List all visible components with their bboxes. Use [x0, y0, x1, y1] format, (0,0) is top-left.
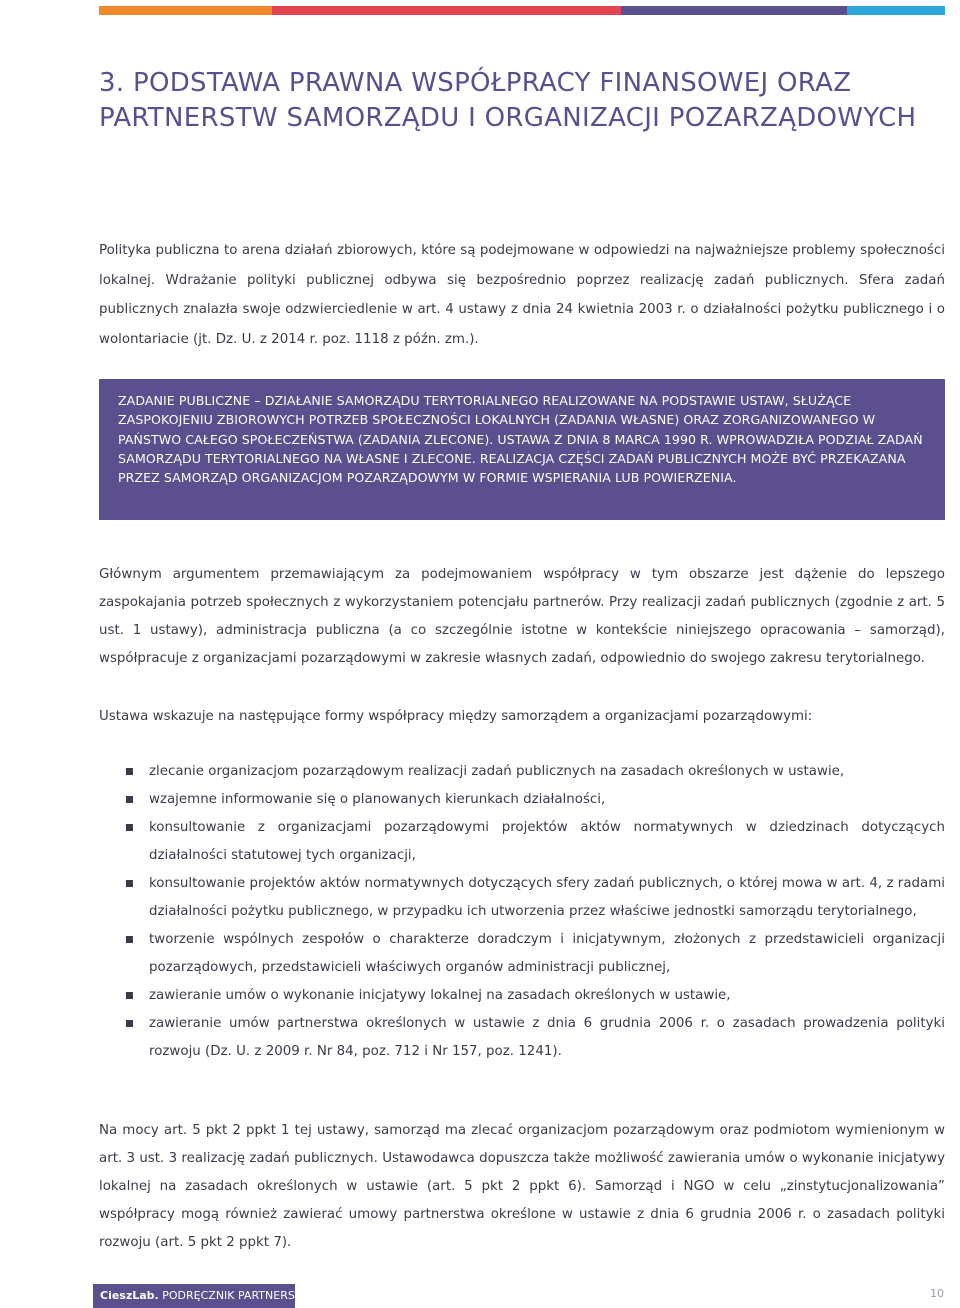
- definition-callout-box: [99, 379, 945, 520]
- paragraph-forms-intro: Ustawa wskazuje na następujące formy współpracy między samorządem a organizacjami pozarządowymi:: [99, 709, 813, 724]
- list-item-text: tworzenie wspólnych zespołów o charakterze doradczym i inicjatywnym, złożonych z przedstawicieli organizacji pozarządowych, przedstawicieli właściwych organów administracji publicznej,: [149, 932, 945, 975]
- bullet-square-icon: [126, 796, 133, 803]
- list-item: [99, 926, 945, 982]
- list-item: [99, 758, 945, 786]
- list-item-text: konsultowanie z organizacjami pozarządowymi projektów aktów normatywnych w dziedzinach dotyczących działalności statutowej tych organizacji,: [149, 820, 945, 863]
- top-color-bar: [99, 6, 945, 15]
- paragraph-legal-basis: Na mocy art. 5 pkt 2 ppkt 1 tej ustawy, samorząd ma zlecać organizacjom pozarządowym oraz podmiotom wymienionym w art. 3 ust. 3 realizację zadań publicznych. Ustawodawca dopuszcza także możliwość zawierania umów o wykonanie inicjatywy lokalnej na zasadach określonych w ustawie (art. 5 pkt 2 ppkt 6). Samorząd i NGO w celu „zinstytucjonalizowania” współpracy mogą również zawierać umowy partnerstwa określone w ustawie z dnia 6 grudnia 2006 r. o zasadach polityki rozwoju (art. 5 pkt 2 ppkt 7).: [99, 1123, 945, 1250]
- list-item: [99, 814, 945, 870]
- bullet-square-icon: [126, 768, 133, 775]
- top-bar-red-segment: [272, 6, 621, 15]
- list-item-text: konsultowanie projektów aktów normatywnych dotyczących sfery zadań publicznych, o której mowa w art. 4, z radami działalności pożytku publicznego, w przypadku ich utworzenia przez właściwe jednostki samorządu terytorialnego,: [149, 876, 945, 919]
- bullet-square-icon: [126, 824, 133, 831]
- intro-paragraph: Polityka publiczna to arena działań zbiorowych, które są podejmowane w odpowiedzi na najważniejsze problemy społeczności lokalnej. Wdrażanie polityki publicznej odbywa się bezpośrednio poprzez realizację zadań publicznych. Sfera zadań publicznych znalazła swoje odzwierciedlenie w art. 4 ustawy z dnia 24 kwietnia 2003 r. o działalności pożytku publicznego i o wolontariacie (jt. Dz. U. z 2014 r. poz. 1118 z późn. zm.).: [99, 243, 945, 347]
- list-item: [99, 982, 945, 1010]
- footer-brand: CieszLab.: [100, 1289, 159, 1302]
- list-item: [99, 1010, 945, 1066]
- callout-text: ZADANIE PUBLICZNE – DZIAŁANIE SAMORZĄDU TERYTORIALNEGO REALIZOWANE NA PODSTAWIE USTAW, SŁUŻĄCE ZASPOKOJENIU ZBIOROWYCH POTRZEB SPOŁECZNOŚCI LOKALNYCH (ZADANIA WŁASNE) ORAZ ZORGANIZOWANEGO W PAŃSTWO CAŁEGO SPOŁECZEŃSTWA (ZADANIA ZLECONE). USTAWA Z DNIA 8 MARCA 1990 R. WPROWADZIŁA PODZIAŁ ZADAŃ SAMORZĄDU TERYTORIALNEGO NA WŁASNE I ZLECONE. REALIZACJA CZĘŚCI ZADAŃ PUBLICZNYCH MOŻE BYĆ PRZEKAZANA PRZEZ SAMORZĄD ORGANIZACJOM POZARZĄDOWYM W FORMIE WSPIERANIA LUB POWIERZENIA.: [118, 393, 923, 486]
- cooperation-forms-list: [99, 758, 945, 1066]
- list-item-text: wzajemne informowanie się o planowanych kierunkach działalności,: [149, 792, 606, 807]
- bullet-square-icon: [126, 1020, 133, 1027]
- footer-title: PODRĘCZNIK PARTNERSTWA: [162, 1289, 320, 1302]
- top-bar-blue-segment: [847, 6, 945, 15]
- list-item-text: zawieranie umów partnerstwa określonych w ustawie z dnia 6 grudnia 2006 r. o zasadach prowadzenia polityki rozwoju (Dz. U. z 2009 r. Nr 84, poz. 712 i Nr 157, poz. 1241).: [149, 1016, 945, 1059]
- page-number: 10: [930, 1287, 944, 1300]
- list-item: [99, 786, 945, 814]
- list-item: [99, 870, 945, 926]
- list-item-text: zlecanie organizacjom pozarządowym realizacji zadań publicznych na zasadach określonych w ustawie,: [149, 764, 845, 779]
- list-item-text: zawieranie umów o wykonanie inicjatywy lokalnej na zasadach określonych w ustawie,: [149, 988, 731, 1003]
- bullet-square-icon: [126, 936, 133, 943]
- bullet-square-icon: [126, 992, 133, 999]
- top-bar-purple-segment: [621, 6, 847, 15]
- paragraph-main-argument: Głównym argumentem przemawiającym za podejmowaniem współpracy w tym obszarze jest dążenie do lepszego zaspokajania potrzeb społecznych z wykorzystaniem potencjału partnerów. Przy realizacji zadań publicznych (zgodnie z art. 5 ust. 1 ustawy), administracja publiczna (a co szczególnie istotne w kontekście niniejszego opracowania – samorząd), współpracuje z organizacjami pozarządowymi w zakresie własnych zadań, odpowiednio do swojego zakresu terytorialnego.: [99, 567, 945, 666]
- section-heading: 3. PODSTAWA PRAWNA WSPÓŁPRACY FINANSOWEJ ORAZ PARTNERSTW SAMORZĄDU I ORGANIZACJI POZARZĄDOWYCH: [99, 68, 917, 133]
- footer-publication-label: [93, 1284, 320, 1308]
- bullet-square-icon: [126, 880, 133, 887]
- top-bar-orange-segment: [99, 6, 272, 15]
